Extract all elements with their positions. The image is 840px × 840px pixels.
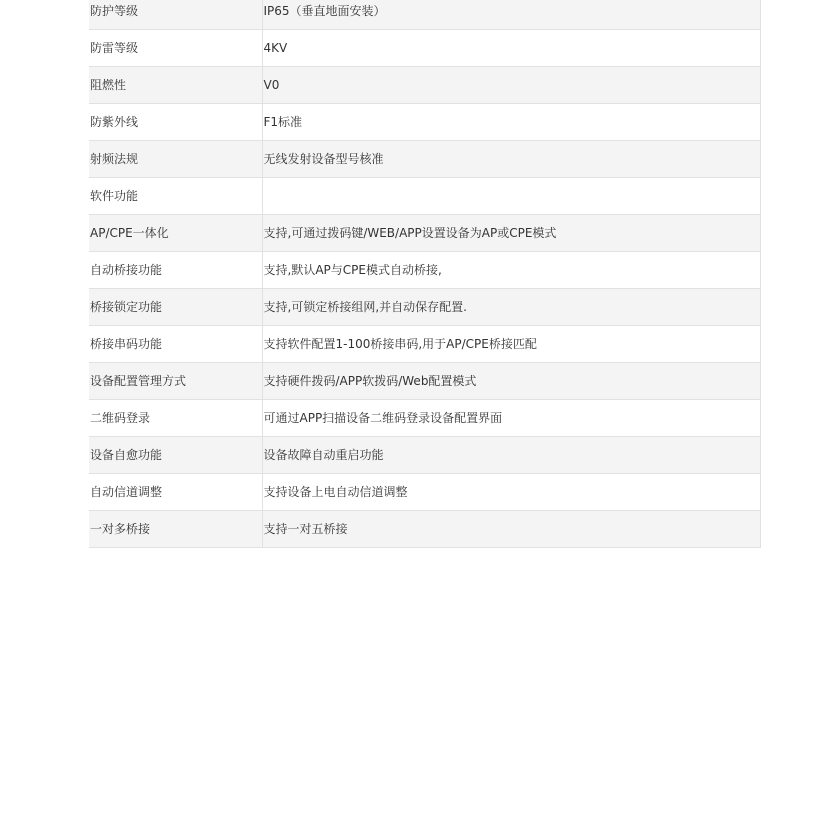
table-row	[89, 289, 760, 326]
spec-key-cell: 一对多桥接	[89, 511, 262, 548]
spec-value-cell: 可通过APP扫描设备二维码登录设备配置界面	[262, 400, 760, 437]
spec-key-cell: 防紫外线	[89, 104, 262, 141]
spec-value-cell: 支持硬件拨码/APP软拨码/Web配置模式	[262, 363, 760, 400]
spec-key-cell: 设备自愈功能	[89, 437, 262, 474]
table-row	[89, 215, 760, 252]
spec-value-cell: V0	[262, 67, 760, 104]
spec-value-cell	[262, 178, 760, 215]
spec-key-cell: 桥接串码功能	[89, 326, 262, 363]
table-row	[89, 363, 760, 400]
spec-value-cell: F1标准	[262, 104, 760, 141]
spec-key-cell: 自动桥接功能	[89, 252, 262, 289]
spec-value-cell: 无线发射设备型号核准	[262, 141, 760, 178]
spec-value-cell: 支持,可锁定桥接组网,并自动保存配置.	[262, 289, 760, 326]
table-row	[89, 326, 760, 363]
spec-key-cell: 自动信道调整	[89, 474, 262, 511]
spec-value-cell: 设备故障自动重启功能	[262, 437, 760, 474]
spec-value-cell: IP65（垂直地面安装）	[262, 0, 760, 30]
spec-key-cell: 软件功能	[89, 178, 262, 215]
spec-key-cell: 设备配置管理方式	[89, 363, 262, 400]
spec-key-cell: 桥接锁定功能	[89, 289, 262, 326]
table-row	[89, 474, 760, 511]
spec-value-cell: 支持软件配置1-100桥接串码,用于AP/CPE桥接匹配	[262, 326, 760, 363]
spec-table	[89, 0, 761, 548]
spec-key-cell: 阻燃性	[89, 67, 262, 104]
spec-table-body	[89, 0, 760, 548]
spec-key-cell: 射频法规	[89, 141, 262, 178]
table-row	[89, 400, 760, 437]
table-row	[89, 104, 760, 141]
spec-value-cell: 支持,默认AP与CPE模式自动桥接,	[262, 252, 760, 289]
table-row	[89, 67, 760, 104]
table-row	[89, 252, 760, 289]
spec-key-cell: 防护等级	[89, 0, 262, 30]
spec-value-cell: 支持设备上电自动信道调整	[262, 474, 760, 511]
table-row	[89, 178, 760, 215]
spec-value-cell: 4KV	[262, 30, 760, 67]
spec-value-cell: 支持,可通过拨码键/WEB/APP设置设备为AP或CPE模式	[262, 215, 760, 252]
table-row	[89, 437, 760, 474]
spec-key-cell: 防雷等级	[89, 30, 262, 67]
table-row	[89, 30, 760, 67]
table-row	[89, 141, 760, 178]
spec-value-cell: 支持一对五桥接	[262, 511, 760, 548]
spec-key-cell: 二维码登录	[89, 400, 262, 437]
table-row	[89, 511, 760, 548]
spec-key-cell: AP/CPE一体化	[89, 215, 262, 252]
table-row	[89, 0, 760, 30]
